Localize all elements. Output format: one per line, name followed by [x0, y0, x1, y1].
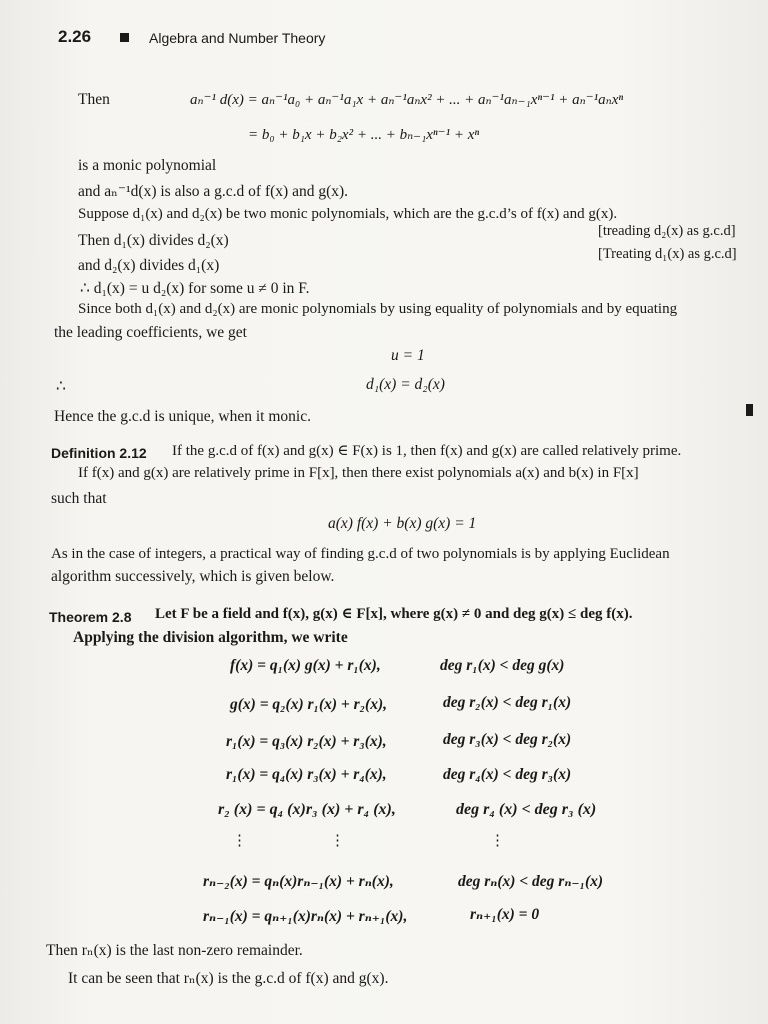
euclid-text-2: algorithm successively, which is given below.	[51, 568, 335, 585]
division-row-cond: deg r₁(x) < deg g(x)	[440, 657, 565, 674]
vertical-ellipsis: ⋮	[232, 833, 247, 849]
division-row-cond: deg r₄ (x) < deg r₃ (x)	[456, 801, 597, 818]
since-both-text: Since both d₁(x) and d₂(x) are monic polynomials by using equality of polynomials and by equating	[78, 301, 678, 317]
division-row-eq: r₂ (x) = q₄ (x)r₃ (x) + r₄ (x),	[218, 801, 396, 818]
header-bullet	[120, 33, 129, 42]
last-remainder-text: Then rₙ(x) is the last non-zero remainder.	[46, 942, 303, 959]
book-title: Algebra and Number Theory	[149, 30, 326, 46]
euclid-text-1: As in the case of integers, a practical way of finding g.c.d of two polynomials is by applying Euclidean	[51, 546, 670, 562]
division-row-eq: rₙ₋₂(x) = qₙ(x)rₙ₋₁(x) + rₙ(x),	[203, 873, 394, 890]
division-row-eq: r₁(x) = q₃(x) r₂(x) + r₃(x),	[226, 733, 387, 750]
then-divides-text: Then d₁(x) divides d₂(x)	[78, 232, 229, 249]
definition-text-1: If the g.c.d of f(x) and g(x) ∈ F(x) is 1, then f(x) and g(x) are called relatively prime.	[172, 443, 682, 459]
therefore-symbol: ∴	[56, 378, 66, 395]
theorem-label: Theorem 2.8	[49, 609, 132, 625]
hence-unique-text: Hence the g.c.d is unique, when it monic.	[54, 408, 311, 425]
page-number: 2.26	[58, 27, 92, 46]
gcd-also-text: and aₙ⁻¹d(x) is also a g.c.d of f(x) and g(x).	[78, 183, 349, 200]
division-row-eq: g(x) = q₂(x) r₁(x) + r₂(x),	[230, 696, 387, 713]
leading-coefficients-text: the leading coefficients, we get	[54, 324, 247, 341]
definition-text-3: such that	[51, 490, 107, 507]
therefore-u-text: ∴ d₁(x) = u d₂(x) for some u ≠ 0 in F.	[80, 280, 310, 297]
theorem-text-1: Let F be a field and f(x), g(x) ∈ F[x], where g(x) ≠ 0 and deg g(x) ≤ deg f(x).	[155, 606, 633, 622]
d-equality: d₁(x) = d₂(x)	[366, 376, 445, 393]
and-divides-text: and d₂(x) divides d₁(x)	[78, 257, 220, 274]
then-label: Then	[78, 91, 110, 108]
division-row-eq: f(x) = q₁(x) g(x) + r₁(x),	[230, 657, 381, 674]
division-row-cond: rₙ₊₁(x) = 0	[470, 906, 540, 923]
division-row-cond: deg r₄(x) < deg r₃(x)	[443, 766, 572, 783]
end-of-proof-mark	[746, 404, 753, 416]
division-row-eq: r₁(x) = q₄(x) r₃(x) + r₄(x),	[226, 766, 387, 783]
theorem-text-2: Applying the division algorithm, we write	[73, 629, 348, 646]
equation-monic-2: = b₀ + b₁x + b₂x² + ... + bₙ₋₁xⁿ⁻¹ + xⁿ	[248, 127, 480, 143]
definition-equation: a(x) f(x) + b(x) g(x) = 1	[328, 515, 477, 532]
vertical-ellipsis: ⋮	[330, 833, 345, 849]
gcd-conclusion-text: It can be seen that rₙ(x) is the g.c.d of f(x) and g(x).	[68, 970, 389, 987]
side-note-treating: [Treating d₁(x) as g.c.d]	[598, 246, 737, 262]
division-row-cond: deg r₃(x) < deg r₂(x)	[443, 731, 572, 748]
monic-text: is a monic polynomial	[78, 157, 217, 174]
definition-text-2: If f(x) and g(x) are relatively prime in F[x], then there exist polynomials a(x) and b(x) in F[x]	[78, 465, 639, 481]
definition-label: Definition 2.12	[51, 445, 147, 461]
vertical-ellipsis: ⋮	[490, 833, 505, 849]
division-row-eq: rₙ₋₁(x) = qₙ₊₁(x)rₙ(x) + rₙ₊₁(x),	[203, 908, 408, 925]
division-row-cond: deg r₂(x) < deg r₁(x)	[443, 694, 572, 711]
suppose-text: Suppose d₁(x) and d₂(x) be two monic polynomials, which are the g.c.d’s of f(x) and g(x).	[78, 206, 618, 222]
division-row-cond: deg rₙ(x) < deg rₙ₋₁(x)	[458, 873, 604, 890]
equation-monic-1: aₙ⁻¹ d(x) = aₙ⁻¹a₀ + aₙ⁻¹a₁x + aₙ⁻¹aₙx² + ... + aₙ⁻¹aₙ₋₁xⁿ⁻¹ + aₙ⁻¹aₙxⁿ	[190, 92, 624, 108]
u-equals-one: u = 1	[391, 347, 425, 364]
side-note-treading: [treading d₂(x) as g.c.d]	[598, 223, 736, 239]
